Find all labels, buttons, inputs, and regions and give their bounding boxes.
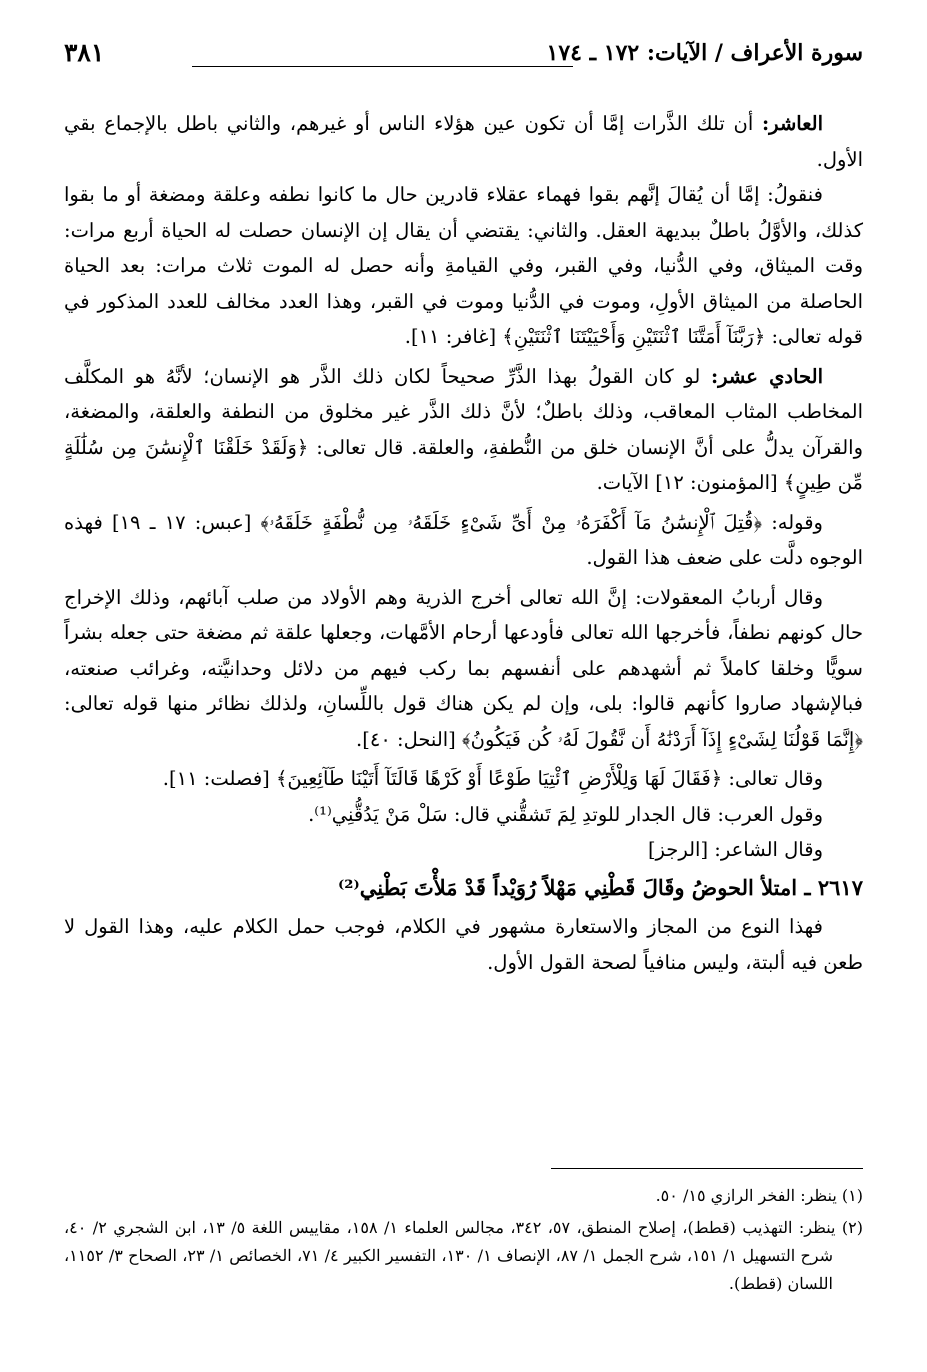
paragraph (64, 106, 863, 177)
paragraph (64, 580, 863, 758)
paragraph-text: وقول العرب: قال الجدار للوتدِ لِمَ تَشقُّني قال: سَلْ مَنْ يَدُقُّنِي⁽¹⁾. (308, 802, 823, 826)
page-number: ٣٨١ (64, 38, 105, 67)
paragraph (64, 505, 863, 576)
header-title: سورة الأعراف / الآيات: ١٧٢ ـ ١٧٤ (546, 40, 863, 66)
paragraph-text: وقوله: ﴿قُتِلَ ٱلْإِنسَٰنُ مَآ أَكْفَرَهُۥ مِنْ أَىِّ شَىْءٍ خَلَقَهُۥ مِن نُّطْفَةٍ خَلَقَهُۥ﴾ [عبس: ١٧ ـ ١٩] فهذه الوجوه دلَّت على ضعف هذا القول. (64, 510, 863, 569)
main-text (64, 106, 863, 980)
poetry-verse: ٢٦١٧ ـ امتلأ الحوضُ وقَالَ قَطْنِي مَهْلاً رُوَيْداً قَدْ مَلأْتَ بَطْنِي⁽²⁾ (338, 874, 863, 900)
paragraph (64, 359, 863, 501)
running-header (64, 38, 863, 72)
paragraph-lead: الحادي عشر: (710, 364, 823, 388)
paragraph (64, 177, 863, 355)
footnote: (١) ينظر: الفخر الرازي ١٥/ ٥٠. (655, 1186, 863, 1205)
paragraph-text: وقال أربابُ المعقولات: إنَّ الله تعالى أخرج الذرية وهم الأولاد من صلب آبائهم، وذلك الإخراج حال كونهم نطفاً، فأخرجها الله تعالى فأودعها أرحام الأمَّهات، وجعلها علقة ثم مضغة حتى جعله بشراً سويًّا وخلقا كاملاً ثم أشهدهم على أنفسهم بما ركب فيهم من دلائل وحدانيَّته، وغرائب صنعته، فبالإشهاد صاروا كأنهم قالوا: بلى، وإن لم يكن هناك قول باللِّسانِ، ولذلك نظائر منها قوله تعالى: ﴿إِنَّمَا قَوْلُنَا لِشَىْءٍ إِذَآ أَرَدْنَٰهُ أَن نَّقُولَ لَهُۥ كُن فَيَكُونُ﴾ [النحل: ٤٠]. (64, 585, 863, 751)
paragraph-text: وقال تعالى: ﴿فَقَالَ لَهَا وَلِلْأَرْضِ ٱئْتِيَا طَوْعًا أَوْ كَرْهًا قَالَتَآ أَتَيْنَا طَآئِعِينَ﴾ [فصلت: ١١]. (162, 767, 823, 790)
closing-paragraph: فهذا النوع من المجاز والاستعارة مشهور في الكلام، فوجب حمل الكلام عليه، وهذا القول لا طعن فيه ألبتة، وليس منافياً لصحة القول الأول. (64, 915, 863, 974)
paragraph-text: وقال الشاعر: [الرجز] (647, 838, 823, 861)
paragraph (64, 832, 863, 868)
paragraph (64, 797, 863, 833)
header-rule (192, 66, 573, 67)
paragraph (64, 761, 863, 797)
paragraph-text: أن تلك الذَّرات إمَّا أن تكون عين هؤلاء الناس أو غيرهم، والثاني باطل بالإجماع بقي الأول. (64, 112, 863, 171)
paragraph-text: لو كان القولُ بهذا الذَّرِّ صحيحاً لكان ذلك الذَّر هو الإنسان؛ لأنَّهُ هو المكلَّف المخاطب المثاب المعاقب، وذلك باطلٌ؛ لأنَّ ذلك الذَّر غير مخلوق من النطفة والعلقة، والمضغة، والقرآن يدلُّ على أنَّ الإنسان خلق من النُّطفةِ، والعلقة. قال تعالى: ﴿وَلَقَدْ خَلَقْنَا ٱلْإِنسَٰنَ مِن سُلَٰلَةٍ مِّن طِينٍ﴾ [المؤمنون: ١٢] الآيات. (64, 364, 863, 494)
footnote: (٢) ينظر: التهذيب (قطط)، إصلاح المنطق، ٥٧، ٣٤٢، مجالس العلماء ١/ ١٥٨، مقاييس اللغة ٥/ ١٣، ابن الشجري ٢/ ٤٠، شرح التسهيل ١/ ١٥١، شرح الجمل ١/ ٨٧، الإنصاف ١/ ١٣٠، التفسير الكبير ٤/ ٧١، الخصائص ١/ ٢٣، الصحاح ٣/ ١١٥٢، اللسان (قطط). (64, 1218, 864, 1293)
footnote-separator (551, 1168, 863, 1169)
paragraph-lead: العاشر: (761, 112, 823, 135)
paragraph-text: فنقولُ: إمَّا أن يُقالَ إنَّهم بقوا فهماء عقلاء قادرين حال ما كانوا نطفه وعلقة ومضغة أو ما بقوا كذلك، والأوَّلُ باطلٌ ببديهة العقل. والثاني: يقتضي أن يقال إن الإنسان حصلت له الحياة أربع مرات: وقت الميثاق، وفي الدُّنيا، وفي القبر، وفي القيامةِ وأنه حصل له الموت ثلاث مرات: بعد الحياة الحاصلة من الميثاق الأولِ، وموت في الدُّنيا وموت في القبر، وهذا العدد مخالف للعدد المذكور في قوله تعالى: ﴿رَبَّنَآ أَمَتَّنَا ٱثْنَتَيْنِ وَأَحْيَيْتَنَا ٱثْنَتَيْنِ﴾ [غافر: ١١]. (64, 183, 863, 348)
footnotes (64, 1182, 863, 1302)
